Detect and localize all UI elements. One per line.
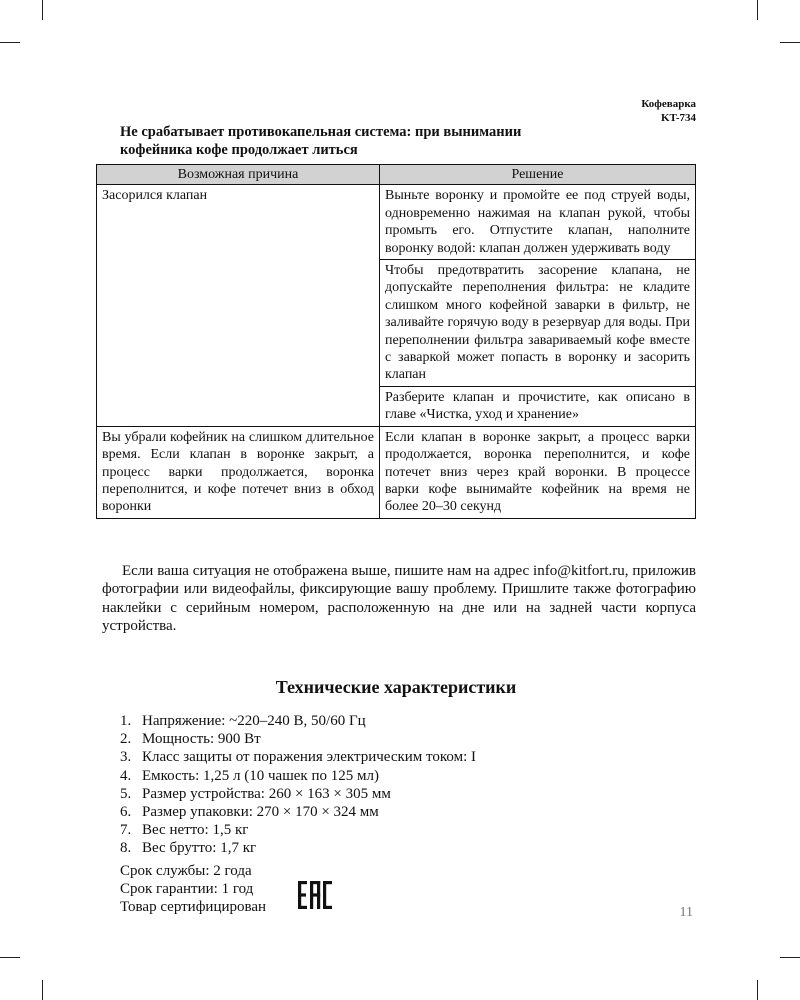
table-row — [97, 386, 696, 426]
header-model: KT-734 — [660, 112, 696, 124]
page-number: 11 — [679, 905, 693, 920]
column-header-cause: Возможная причина — [97, 165, 380, 185]
crop-mark — [780, 957, 800, 958]
troubleshooting-table — [96, 164, 696, 519]
specs-list — [120, 712, 476, 858]
cause-cell-continued — [97, 386, 380, 426]
table-row — [97, 426, 696, 518]
cause-cell: Вы убрали кофейник на слишком длительное время. Если клапан в воронке закрыт, а процесс варки продолжается, воронка переполнится, и кофе потечет вниз в обход воронки — [97, 426, 380, 518]
list-item: 4. Емкость: 1,25 л (10 чашек по 125 мл) — [120, 767, 379, 784]
warranty-period: Срок гарантии: 1 год — [120, 881, 254, 898]
column-header-solution: Решение — [380, 165, 696, 185]
header-product: Кофеварка — [641, 98, 696, 110]
solution-cell: Чтобы предотвратить засорение клапана, не допускайте переполнения фильтра: не кладите слишком много кофейной заварки в фильтр, не заливайте горячую воду в резервуар для воды. При переполнении фильтра завариваемый кофе вместе с заваркой может попасть в воронку и засорить клапан — [380, 260, 696, 387]
running-header — [641, 97, 696, 125]
list-item: 5. Размер устройства: 260 × 163 × 305 мм — [120, 785, 391, 802]
service-info — [120, 862, 266, 917]
cause-cell-continued — [97, 260, 380, 387]
crop-mark — [780, 42, 800, 43]
crop-mark — [42, 0, 43, 20]
crop-mark — [0, 957, 20, 958]
table-row — [97, 260, 696, 387]
specs-title: Технические характеристики — [275, 677, 517, 697]
solution-cell: Разберите клапан и прочистите, как описано в главе «Чистка, уход и хранение» — [380, 386, 696, 426]
service-life: Срок службы: 2 года — [120, 863, 252, 879]
solution-cell: Выньте воронку и промойте ее под струей воды, одновременно нажимая на клапан рукой, чтобы промыть его. Отпустите клапан, наполните воронку водой: клапан должен удерживать воду — [380, 185, 696, 260]
table-header-row — [97, 165, 696, 185]
solution-cell: Если клапан в воронке закрыт, а процесс варки продолжается, воронка переполнится, и кофе потечет вниз через край воронки. В процессе варки кофе вынимайте кофейник на время не более 20–30 секунд — [380, 426, 696, 518]
certification-note: Товар сертифицирован — [120, 899, 267, 916]
table-row — [97, 185, 696, 260]
eac-certification-logo — [297, 880, 333, 910]
crop-mark — [757, 0, 758, 20]
crop-mark — [0, 42, 20, 43]
list-item: 1. Напряжение: ~220–240 В, 50/60 Гц — [120, 713, 366, 729]
list-item: 7. Вес нетто: 1,5 кг — [120, 822, 249, 839]
cause-cell: Засорился клапан — [97, 185, 380, 260]
list-item: 6. Размер упаковки: 270 × 170 × 324 мм — [120, 804, 379, 821]
section-title: Не срабатывает противокапельная система: при вынимании кофейника кофе продолжает литься — [120, 124, 522, 158]
list-item: 8. Вес брутто: 1,7 кг — [120, 840, 257, 857]
list-item: 3. Класс защиты от поражения электрическим током: I — [120, 749, 477, 766]
list-item: 2. Мощность: 900 Вт — [120, 731, 261, 748]
crop-mark — [757, 980, 758, 1000]
contact-note: Если ваша ситуация не отображена выше, пишите нам на адрес info@kitfort.ru, приложив фотографии или видеофайлы, фиксирующие вашу проблему. Пришлите также фотографию наклейки с серийным номером, расположенную на дне или на задней части корпуса устройства. — [102, 563, 696, 634]
crop-mark — [42, 980, 43, 1000]
